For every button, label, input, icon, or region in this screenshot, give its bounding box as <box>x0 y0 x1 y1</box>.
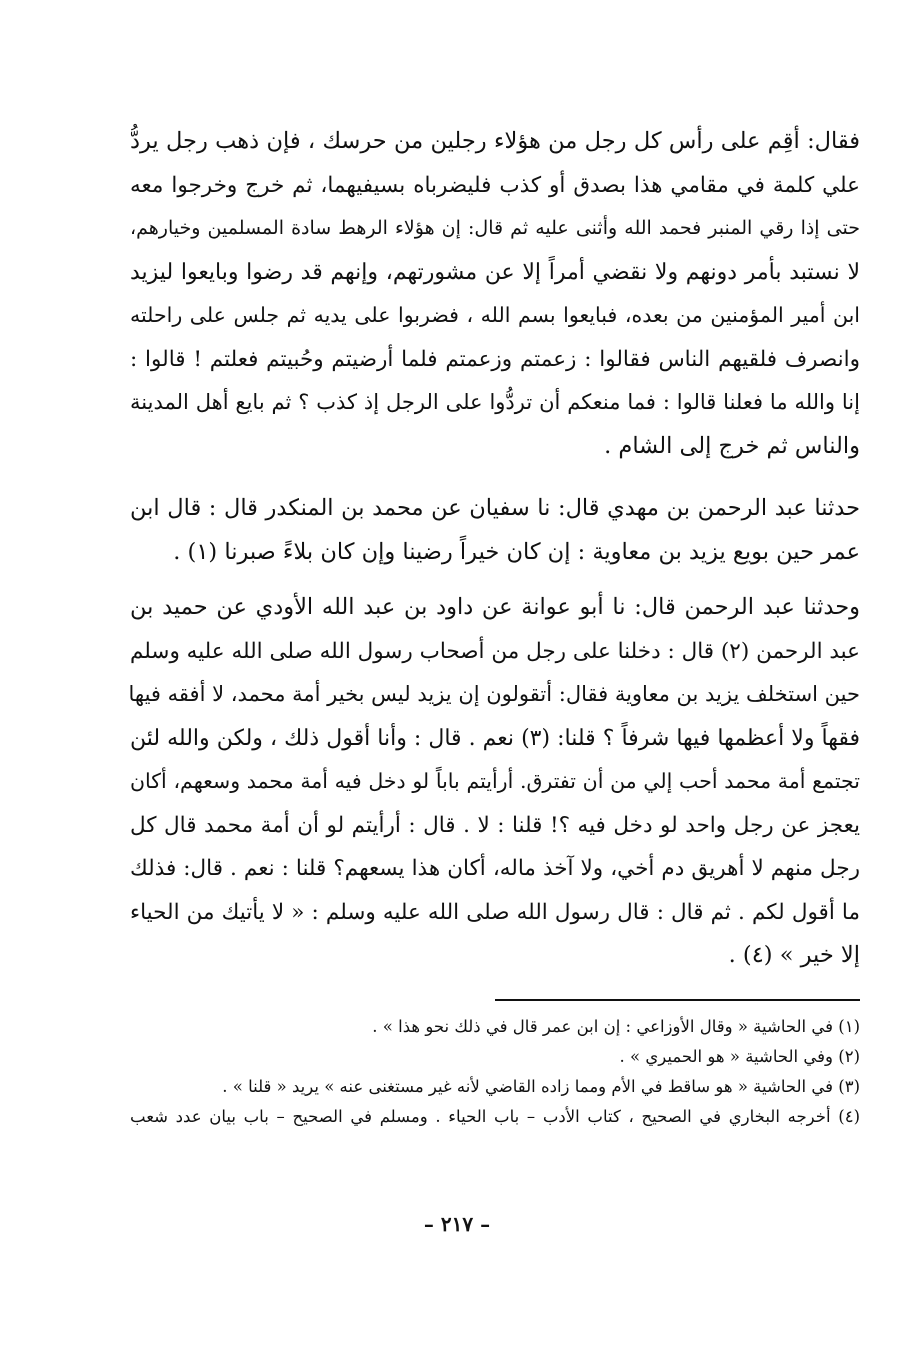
paragraph-3 <box>130 586 860 978</box>
text-line: وحدثنا عبد الرحمن قال: نا أبو عوانة عن داود بن عبد الله الأودي عن حميد بن <box>130 594 860 620</box>
text-line: تجتمع أمة محمد أحب إلي من أن تفترق. أرأيتم باباً لو دخل فيه أمة محمد وسعهم، أكان <box>130 769 860 793</box>
page-number: – ٢١٧ – <box>423 1212 491 1236</box>
text-line: إلا خير » (٤) . <box>728 942 860 968</box>
text-line: وانصرف فلقيهم الناس فقالوا : زعمتم وزعمتم فلما أرضيتم وحُبيتم فعلتم ! قالوا : <box>130 346 860 372</box>
paragraph-1 <box>130 120 860 468</box>
footnote-4-continuation <box>130 1132 860 1162</box>
text-line: رجل منهم لا أهريق دم أخي، ولا آخذ ماله، أكان هذا يسعهم؟ قلنا : نعم . قال: فذلك <box>130 856 860 881</box>
footnote-1: (١) في الحاشية « وقال الأوزاعي : إن ابن عمر قال في ذلك نحو هذا » . <box>372 1017 860 1036</box>
text-line: فقهاً ولا أعظمها فيها شرفاً ؟ قلنا: (٣) نعم . قال : وأنا أقول ذلك ، ولكن والله لئن <box>130 725 860 751</box>
footnote-divider <box>495 999 860 1001</box>
text-line: لا نستبد بأمر دونهم ولا نقضي أمراً إلا عن مشورتهم، وإنهم قد رضوا وبايعوا ليزيد <box>130 259 861 285</box>
text-line: ابن أمير المؤمنين من بعده، فبايعوا بسم الله ، فضربوا على يديه ثم جلس على راحلته <box>130 303 860 327</box>
paragraph-2 <box>130 487 860 574</box>
text-line: عبد الرحمن (٢) قال : دخلنا على رجل من أصحاب رسول الله صلى الله عليه وسلم <box>130 638 861 664</box>
text-line: يعجز عن رجل واحد لو دخل فيه ؟! قلنا : لا . قال : أرأيتم لو أن أمة محمد قال كل <box>130 812 860 838</box>
text-line: فقال: أقِم على رأس كل رجل من هؤلاء رجلين من حرسك ، فإن ذهب رجل يردُّ <box>130 128 860 154</box>
text-line: حدثنا عبد الرحمن بن مهدي قال: نا سفيان عن محمد بن المنكدر قال : قال ابن <box>130 495 860 521</box>
footnote-2: (٢) وفي الحاشية « هو الحميري » . <box>619 1047 860 1066</box>
footnote-3: (٣) في الحاشية « هو ساقط في الأم ومما زاده القاضي لأنه غير مستغنى عنه » يريد « قلنا » . <box>222 1077 860 1096</box>
text-line: حين استخلف يزيد بن معاوية فقال: أتقولون إن يزيد ليس بخير أمة محمد، لا أفقه فيها <box>128 682 860 706</box>
text-line: إنا والله ما فعلنا قالوا : فما منعكم أن تردُّوا على الرجل إذ كذب ؟ ثم بايع أهل المدينة <box>130 390 860 414</box>
footnotes <box>130 1012 860 1162</box>
text-line: والناس ثم خرج إلى الشام . <box>604 432 860 459</box>
text-line: حتى إذا رقي المنبر فحمد الله وأثنى عليه ثم قال: إن هؤلاء الرهط سادة المسلمين وخيارهم، <box>130 217 860 239</box>
text-line: عمر حين بويع يزيد بن معاوية : إن كان خيراً رضينا وإن كان بلاءً صبرنا (١) . <box>173 538 860 565</box>
text-line: علي كلمة في مقامي هذا بصدق أو كذب فليضرباه بسيفيهما، ثم خرج وخرجوا معه <box>130 172 860 198</box>
footnote-4: (٤) أخرجه البخاري في الصحيح ، كتاب الأدب – باب الحياء . ومسلم في الصحيح – باب بيان عدد شعب <box>130 1107 860 1126</box>
text-line: ما أقول لكم . ثم قال : قال رسول الله صلى الله عليه وسلم : « لا يأتيك من الحياء <box>130 899 860 925</box>
